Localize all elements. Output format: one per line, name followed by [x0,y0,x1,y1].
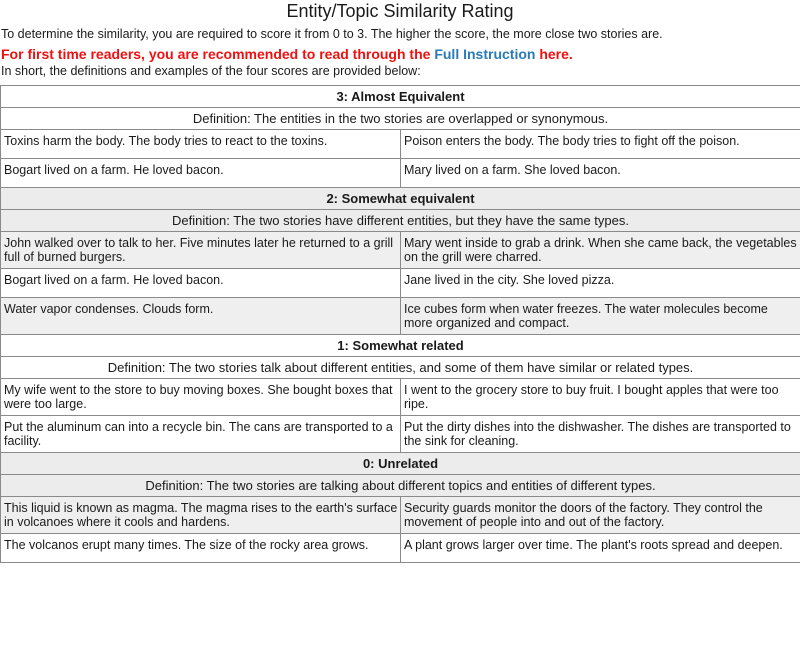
example-row [1,159,800,188]
definition-row [1,357,800,379]
page-title: Entity/Topic Similarity Rating [286,1,514,21]
example-story-a: Water vapor condenses. Clouds form. [1,298,401,335]
example-story-b: I went to the grocery store to buy fruit. I bought apples that were too ripe. [401,379,800,416]
example-story-b: Poison enters the body. The body tries to fight off the poison. [401,130,800,159]
example-row [1,379,800,416]
example-story-b: Mary lived on a farm. She loved bacon. [401,159,800,188]
example-story-b: Security guards monitor the doors of the factory. They control the movement of people into and out of the factory. [401,497,800,534]
example-row [1,497,800,534]
score-heading-row [1,335,800,357]
first-time-notice [0,45,800,63]
score-heading: 0: Unrelated [1,453,800,475]
example-story-a: Bogart lived on a farm. He loved bacon. [1,269,401,298]
definition-row [1,475,800,497]
example-story-a: Toxins harm the body. The body tries to react to the toxins. [1,130,401,159]
example-row [1,298,800,335]
score-heading-row [1,188,800,210]
example-row [1,416,800,453]
notice-prefix: For first time readers, you are recommended to read through the [1,46,435,62]
example-story-a: John walked over to talk to her. Five minutes later he returned to a grill full of burned burgers. [1,232,401,269]
example-row [1,130,800,159]
score-heading: 2: Somewhat equivalent [1,188,800,210]
score-definition: Definition: The two stories have different entities, but they have the same types. [1,210,800,232]
example-story-a: Bogart lived on a farm. He loved bacon. [1,159,401,188]
example-story-a: Put the aluminum can into a recycle bin. The cans are transported to a facility. [1,416,401,453]
rubric-table [0,85,800,563]
full-instruction-link[interactable]: Full Instruction [434,46,536,62]
score-heading-row [1,453,800,475]
example-story-b: Ice cubes form when water freezes. The water molecules become more organized and compact. [401,298,800,335]
score-heading: 1: Somewhat related [1,335,800,357]
example-story-b: A plant grows larger over time. The plant's roots spread and deepen. [401,534,800,563]
short-note: In short, the definitions and examples of the four scores are provided below: [1,64,421,78]
example-story-a: The volcanos erupt many times. The size of the rocky area grows. [1,534,401,563]
intro-text: To determine the similarity, you are required to score it from 0 to 3. The higher the score, the more close two stories are. [1,27,663,41]
example-story-a: My wife went to the store to buy moving boxes. She bought boxes that were too large. [1,379,401,416]
example-row [1,269,800,298]
score-heading-row [1,86,800,108]
example-story-b: Mary went inside to grab a drink. When she came back, the vegetables on the grill were charred. [401,232,800,269]
score-heading: 3: Almost Equivalent [1,86,800,108]
example-story-b: Jane lived in the city. She loved pizza. [401,269,800,298]
score-definition: Definition: The entities in the two stories are overlapped or synonymous. [1,108,800,130]
score-definition: Definition: The two stories talk about different entities, and some of them have similar or related types. [1,357,800,379]
example-story-b: Put the dirty dishes into the dishwasher. The dishes are transported to the sink for cleaning. [401,416,800,453]
notice-suffix: here. [535,46,573,62]
definition-row [1,210,800,232]
definition-row [1,108,800,130]
example-story-a: This liquid is known as magma. The magma rises to the earth's surface in volcanoes where it cools and hardens. [1,497,401,534]
example-row [1,232,800,269]
score-definition: Definition: The two stories are talking about different topics and entities of different types. [1,475,800,497]
example-row [1,534,800,563]
